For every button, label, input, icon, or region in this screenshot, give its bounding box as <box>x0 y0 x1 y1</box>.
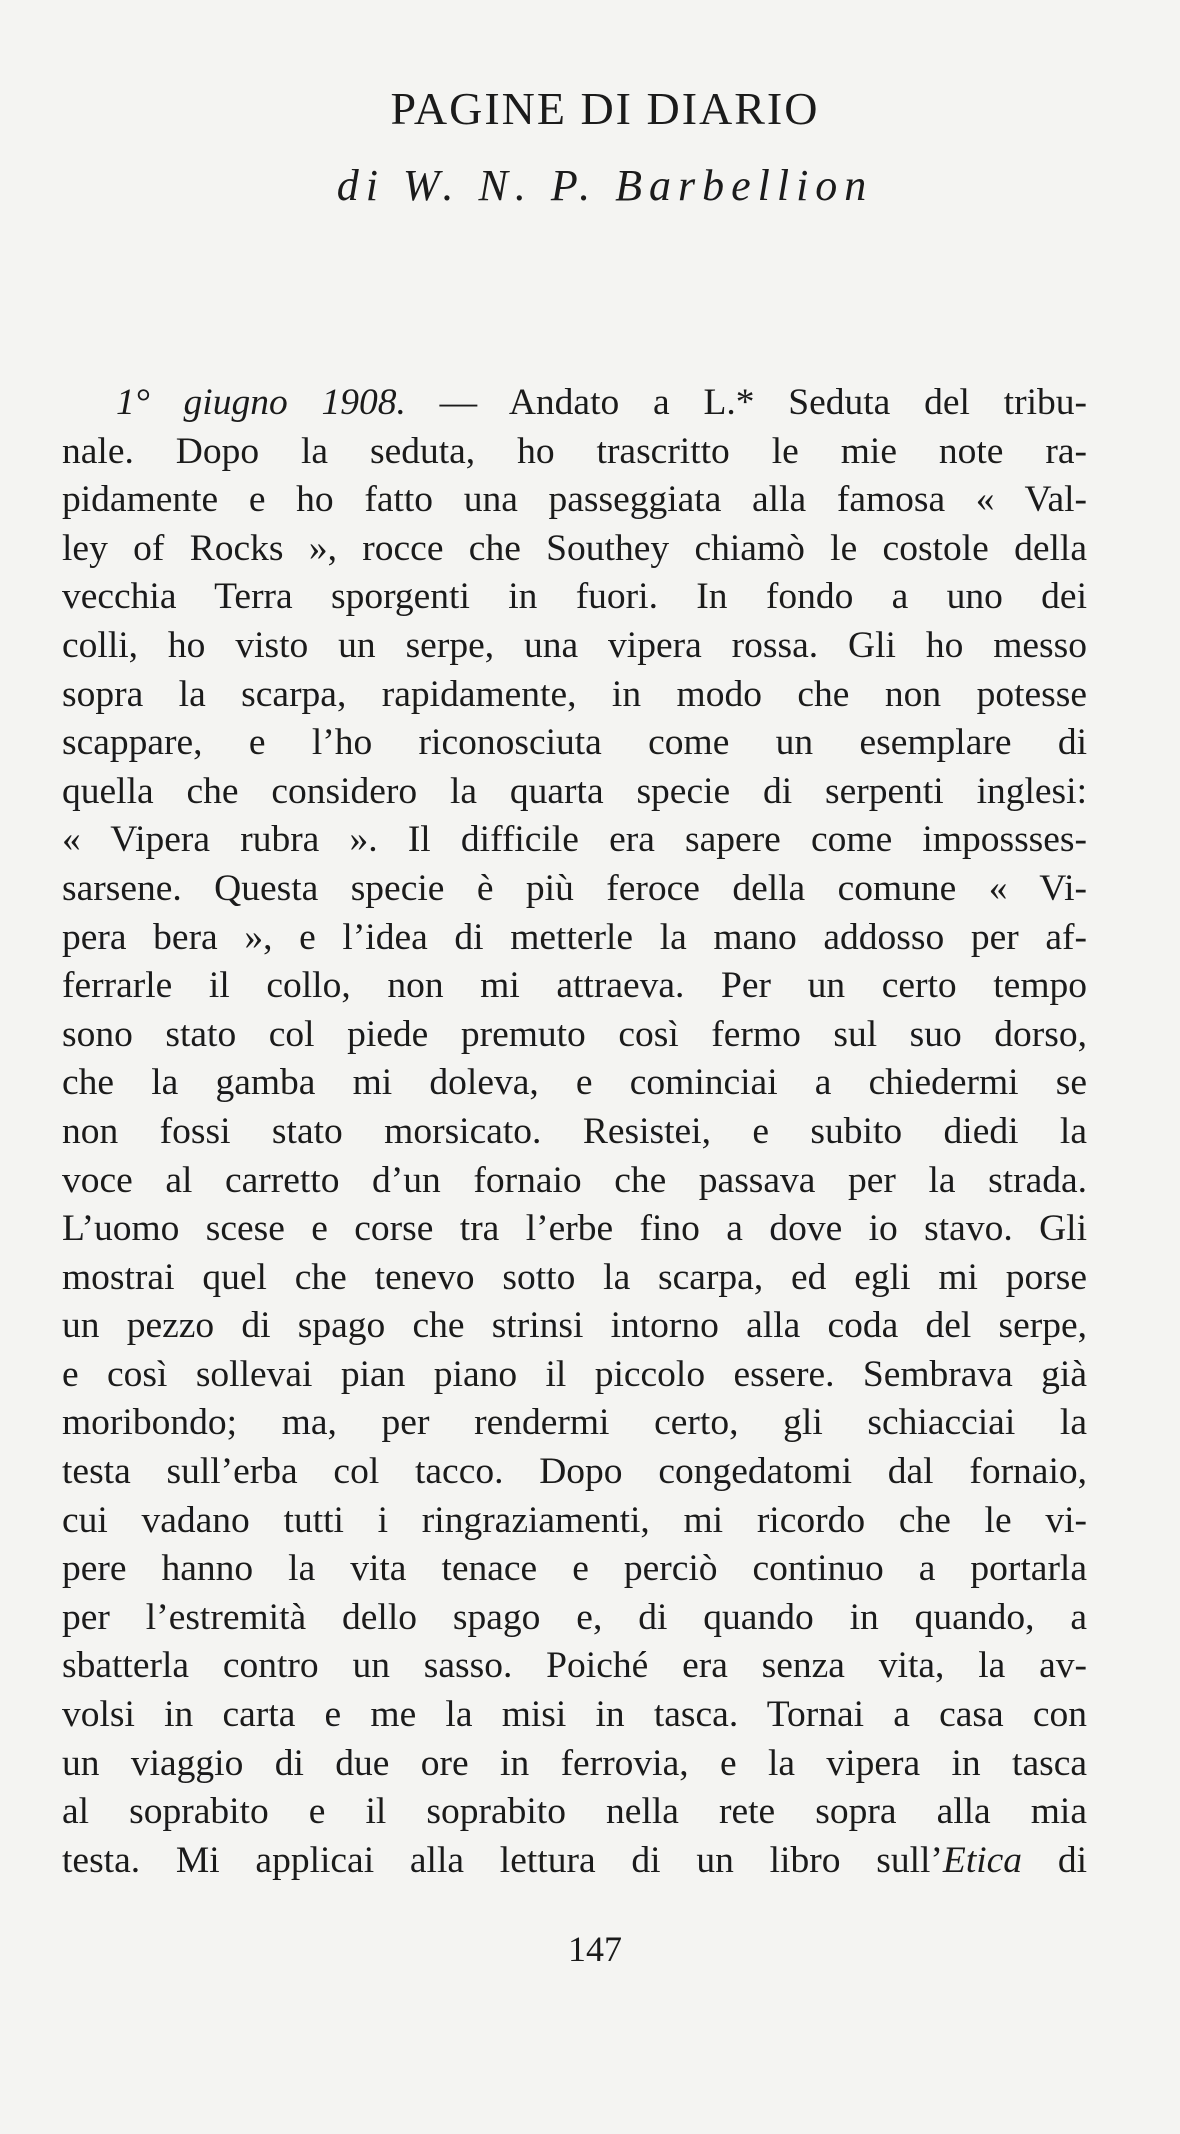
text-line: colli, ho visto un serpe, una vipera rossa. Gli ho messo <box>62 624 1087 666</box>
text-line: nale. Dopo la seduta, ho trascritto le mie note ra- <box>62 430 1087 472</box>
text-line: sarsene. Questa specie è più feroce della comune « Vi- <box>62 867 1087 909</box>
text-line: sono stato col piede premuto così fermo sul suo dorso, <box>62 1013 1087 1055</box>
text-line <box>62 379 1087 428</box>
text-line: L’uomo scese e corse tra l’erbe fino a dove io stavo. Gli <box>62 1208 1087 1250</box>
page-number: 147 <box>568 1929 622 1969</box>
text-line: scappare, e l’ho riconosciuta come un esemplare di <box>62 722 1087 764</box>
text-line: mostrai quel che tenevo sotto la scarpa, ed egli mi porse <box>62 1256 1087 1298</box>
text-line: un pezzo di spago che strinsi intorno alla coda del serpe, <box>62 1305 1087 1347</box>
text-line: pera bera », e l’idea di metterle la mano addosso per af- <box>62 916 1087 958</box>
text-line-last <box>62 1837 1087 1886</box>
text-line: vecchia Terra sporgenti in fuori. In fondo a uno dei <box>62 576 1087 618</box>
text-line: sopra la scarpa, rapidamente, in modo che non potesse <box>62 673 1087 715</box>
text-line: testa sull’erba col tacco. Dopo congedatomi dal fornaio, <box>62 1451 1087 1493</box>
text-line: ley of Rocks », rocce che Southey chiamò le costole della <box>62 527 1087 569</box>
text-line: voce al carretto d’un fornaio che passava per la strada. <box>62 1159 1087 1201</box>
text-line: per l’estremità dello spago e, di quando in quando, a <box>62 1596 1087 1638</box>
text-line: cui vadano tutti i ringraziamenti, mi ricordo che le vi- <box>62 1499 1087 1541</box>
text-line: e così sollevai pian piano il piccolo essere. Sembrava già <box>62 1353 1087 1395</box>
text-line: volsi in carta e me la misi in tasca. Tornai a casa con <box>62 1694 1087 1736</box>
text-line: pere hanno la vita tenace e perciò continuo a portarla <box>62 1548 1087 1590</box>
text-line: ferrarle il collo, non mi attraeva. Per un certo tempo <box>62 965 1087 1007</box>
text-line: pidamente e ho fatto una passeggiata alla famosa « Val- <box>62 479 1087 521</box>
text-line: moribondo; ma, per rendermi certo, gli schiacciai la <box>62 1402 1087 1444</box>
text-line-segment: — Andato a L.* Seduta del tribu- <box>405 382 1087 423</box>
text-line: non fossi stato morsicato. Resistei, e subito diedi la <box>62 1110 1087 1152</box>
chapter-title: PAGINE DI DIARIO <box>390 83 820 134</box>
text-line-segment: testa. Mi applicai alla lettura di un libro sull’ <box>62 1839 943 1881</box>
italic-title: Etica <box>942 1839 1023 1881</box>
text-line: quella che considero la quarta specie di serpenti inglesi: <box>62 770 1087 812</box>
text-line: che la gamba mi doleva, e cominciai a chiedermi se <box>62 1062 1087 1104</box>
diary-entry <box>62 379 1087 1885</box>
text-line: un viaggio di due ore in ferrovia, e la vipera in tasca <box>62 1742 1087 1784</box>
text-line: al soprabito e il soprabito nella rete sopra alla mia <box>62 1791 1087 1833</box>
text-line: « Vipera rubra ». Il difficile era sapere come impossses- <box>62 819 1087 861</box>
text-line: sbatterla contro un sasso. Poiché era senza vita, la av- <box>62 1645 1087 1687</box>
entry-date: 1° giugno 1908. <box>116 382 406 423</box>
chapter-author: di W. N. P. Barbellion <box>336 161 874 210</box>
text-line-segment: di <box>1022 1839 1088 1881</box>
